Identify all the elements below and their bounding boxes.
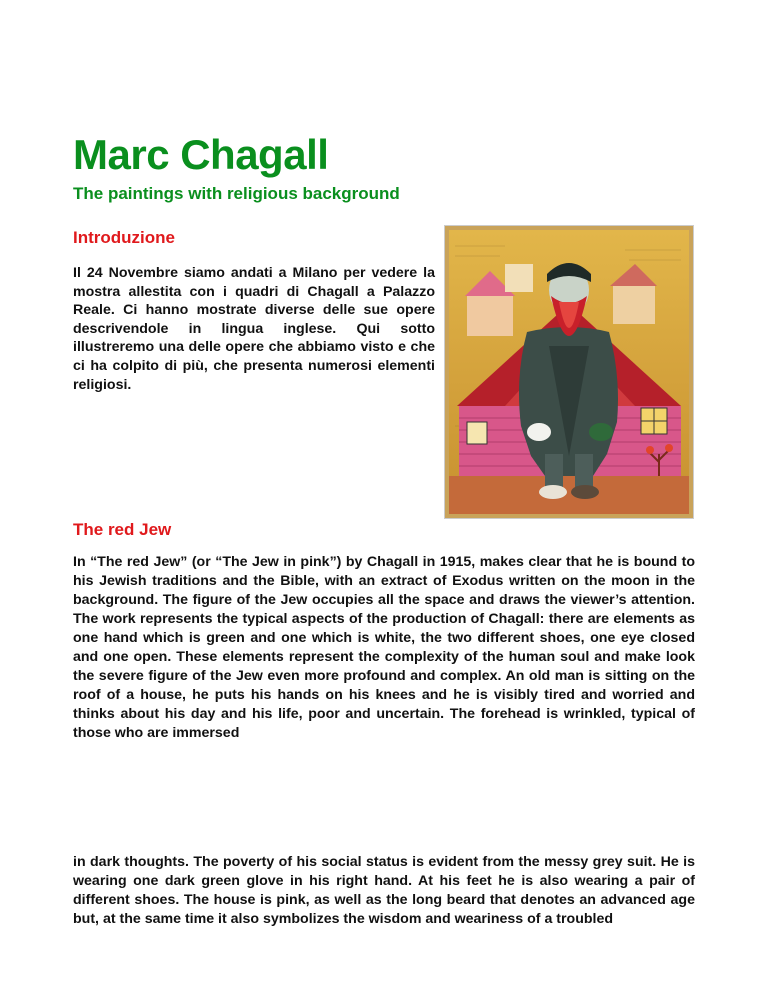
page-title: Marc Chagall bbox=[73, 131, 329, 178]
red-jew-paragraph-2: in dark thoughts. The poverty of his social status is evident from the messy grey suit. He is wearing one dark green glove in his right hand. At his feet he is also wearing a pair of different shoes. The house is pink, as well as the long beard that denotes an advanced age but, at the same time it also symbolizes the wisdom and weariness of a troubled bbox=[73, 854, 695, 927]
the-red-jew-painting bbox=[445, 226, 693, 518]
red-jew-paragraph-1: In “The red Jew” (or “The Jew in pink”) by Chagall in 1915, makes clear that he is bound to his Jewish traditions and the Bible, with an extract of Exodus written on the moon in the background. The figure of the Jew occupies all the space and draws the viewer’s attention. The work represents the typical aspects of the production of Chagall: there are elements as one hand which is green and one which is white, the two different shoes, one eye closed and one open. These elements represent the complexity of the human soul and make look the severe figure of the Jew even more profound and complex. An old man is sitting on the roof of a house, he puts his hands on his knees and he is visibly tired and worried and thinks about his day and his life, poor and uncertain. The forehead is wrinkled, typical of those who are immersed bbox=[73, 554, 695, 741]
red-jew-heading: The red Jew bbox=[73, 520, 172, 539]
intro-paragraph: Il 24 Novembre siamo andati a Milano per vedere la mostra allestita con i quadri di Chagall a Palazzo Reale. Ci hanno mostrate diverse delle sue opere descrivendole in lingua inglese. Qui sotto illustreremo una delle opere che abbiamo visto e che ci ha colpito di più, che presenta numerosi elementi religiosi. bbox=[73, 265, 435, 393]
intro-heading: Introduzione bbox=[73, 228, 175, 247]
page-subtitle: The paintings with religious background bbox=[73, 184, 400, 203]
